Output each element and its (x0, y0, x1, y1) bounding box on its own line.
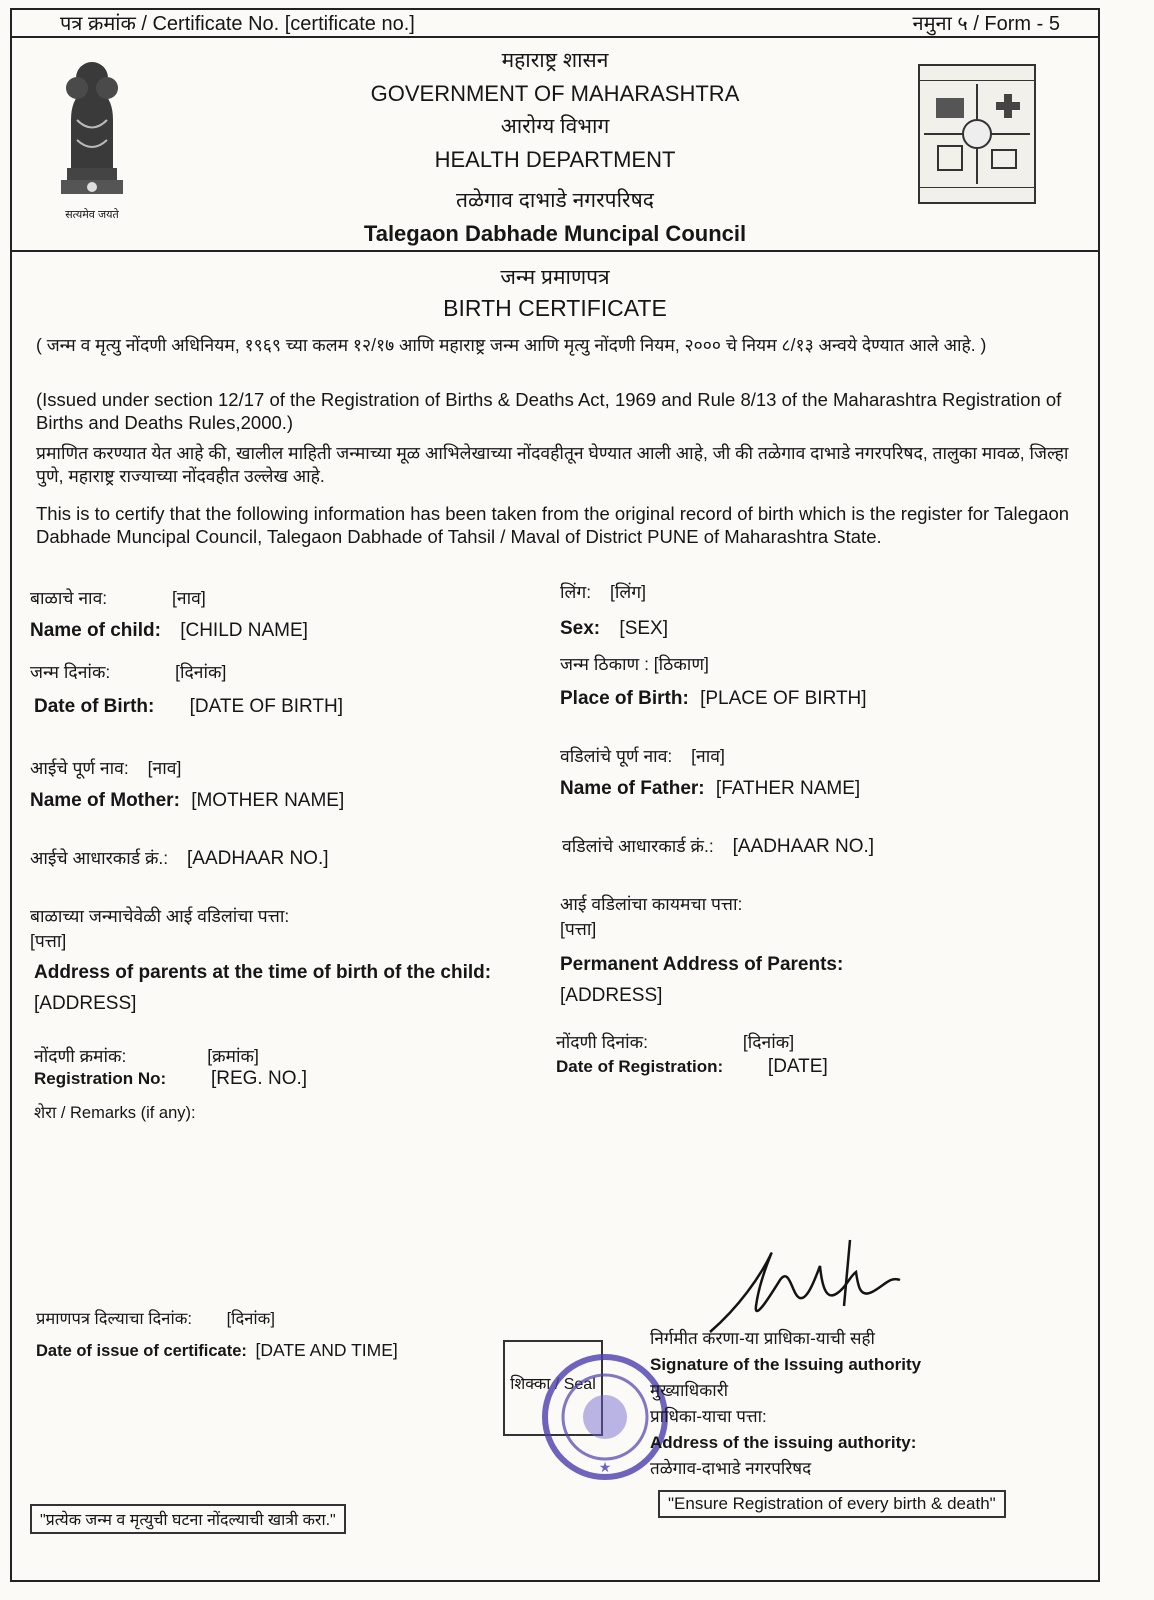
council-title-marathi: तळेगाव दाभाडे नगरपरिषद (456, 189, 654, 212)
issued-under-english: (Issued under section 12/17 of the Registration of Births & Deaths Act, 1969 and Rule 8/13 of the Maharashtra Registration of Births and Deaths Rules,2000.) (36, 389, 1062, 433)
issue-date: Date of issue of certificate: [DATE AND TIME] (36, 1340, 398, 1360)
sex: Sex: [SEX] (560, 618, 668, 639)
issuer-signature-label: Signature of the Issuing authority (650, 1355, 922, 1374)
council-logo-icon (918, 64, 1036, 204)
certificate-title (10, 264, 1100, 324)
child-name-marathi: बाळाचे नाव: [नाव] (30, 588, 206, 608)
father-name: Name of Father: [FATHER NAME] (560, 778, 861, 799)
date-of-birth-marathi: जन्म दिनांक: [दिनांक] (30, 662, 227, 682)
footer-message-marathi: "प्रत्येक जन्म व मृत्युची घटना नोंदल्याची खात्री करा." (30, 1504, 346, 1534)
issuing-authority-block (650, 1326, 921, 1482)
mother-name-marathi: आईचे पूर्ण नाव: [नाव] (30, 758, 182, 778)
council-title: Talegaon Dabhade Muncipal Council (363, 221, 747, 246)
father-aadhar-number: वडिलांचे आधारकार्ड क्रं.: [AADHAAR NO.] (562, 836, 875, 857)
father-name-marathi: वडिलांचे पूर्ण नाव: [नाव] (560, 746, 725, 766)
svg-text:★: ★ (598, 1460, 612, 1476)
department-title-marathi: आरोग्य विभाग (500, 115, 610, 138)
birth-address: Address of parents at the time of birth of the child: [ADDRESS] (34, 962, 492, 1014)
permanent-address-marathi: आई वडिलांचा कायमचा पत्ता: [पत्ता] (560, 894, 743, 939)
mother-name: Name of Mother: [MOTHER NAME] (30, 790, 345, 811)
permanent-address: Permanent Address of Parents: [ADDRESS] (560, 954, 844, 1006)
place-of-birth-marathi: जन्म ठिकाण : [ठिकाण] (560, 654, 709, 674)
child-name: Name of child: [CHILD NAME] (30, 620, 308, 641)
footer-message-english: "Ensure Registration of every birth & death" (658, 1490, 1006, 1518)
registration-number: Registration No: [REG. NO.] (34, 1068, 308, 1089)
registration-date: Date of Registration: [DATE] (556, 1056, 828, 1077)
certificate-title-marathi: जन्म प्रमाणपत्र (500, 266, 610, 289)
date-of-birth: Date of Birth: [DATE OF BIRTH] (34, 696, 344, 717)
remarks: शेरा / Remarks (if any): (34, 1104, 196, 1122)
birth-address-marathi: बाळाच्या जन्माचेवेळी आई वडिलांचा पत्ता: [पत्ता] (30, 906, 290, 951)
issuer-address-value: तळेगाव-दाभाडे नगरपरिषद (650, 1459, 812, 1478)
certificate-number: पत्र क्रमांक / Certificate No. [certificate no.] (60, 12, 415, 35)
registration-number-marathi: नोंदणी क्रमांक: [क्रमांक] (34, 1046, 259, 1066)
issue-date-marathi: प्रमाणपत्र दिल्याचा दिनांक: [दिनांक] (36, 1310, 275, 1328)
government-title: GOVERNMENT OF MAHARASHTRA (370, 81, 740, 106)
top-bar (10, 8, 1100, 38)
issuer-designation-marathi: मुख्याधिकारी (650, 1381, 729, 1400)
place-of-birth: Place of Birth: [PLACE OF BIRTH] (560, 688, 867, 709)
registration-date-marathi: नोंदणी दिनांक: [दिनांक] (556, 1032, 795, 1052)
department-title: HEALTH DEPARTMENT (434, 147, 676, 172)
certify-statement-english: This is to certify that the following information has been taken from the original record of birth which is the register for Talegaon Dabhade Muncipal Council, Talegaon Dabhade of Tahsil / Maval of District PUNE of Maharashtra State. (36, 503, 1070, 547)
header (10, 38, 1100, 252)
issuer-signature-marathi: निर्गमीत करणा-या प्राधिका-याची सही (650, 1329, 875, 1348)
sex-marathi: लिंग: [लिंग] (560, 582, 646, 602)
government-title-marathi: महाराष्ट्र शासन (501, 49, 609, 72)
seal-label: शिक्का / Seal (510, 1376, 596, 1393)
emblem-motto: सत्यमेव जयते (65, 209, 119, 221)
certify-statement-marathi: प्रमाणित करण्यात येत आहे की, खालील माहिती जन्माच्या मूळ आभिलेखाच्या नोंदवहीतून घेण्यात आली आहे, जी की तळेगाव दाभाडे नगरपरिषद, तालुका मावळ, जिल्हा पुणे, महाराष्ट्र राज्याच्या नोंदवहीत उल्लेख आहे. (36, 443, 1069, 486)
issuer-address-marathi-label: प्राधिका-याचा पत्ता: (650, 1407, 767, 1426)
issuer-address-label: Address of the issuing authority: (650, 1433, 917, 1452)
form-number: नमुना ५ / Form - 5 (912, 12, 1060, 35)
emblem-icon (40, 50, 144, 226)
issued-under-marathi: ( जन्म व मृत्यु नोंदणी अधिनियम, १९६९ च्या कलम १२/१७ आणि महाराष्ट्र जन्म आणि मृत्यु नोंदणी नियम, २००० चे नियम ८/१३ अन्वये देण्यात आले आहे. ) (36, 335, 987, 355)
mother-aadhar-number: आईचे आधारकार्ड क्रं.: [AADHAAR NO.] (30, 848, 329, 869)
certificate-title-english: BIRTH CERTIFICATE (443, 295, 667, 321)
